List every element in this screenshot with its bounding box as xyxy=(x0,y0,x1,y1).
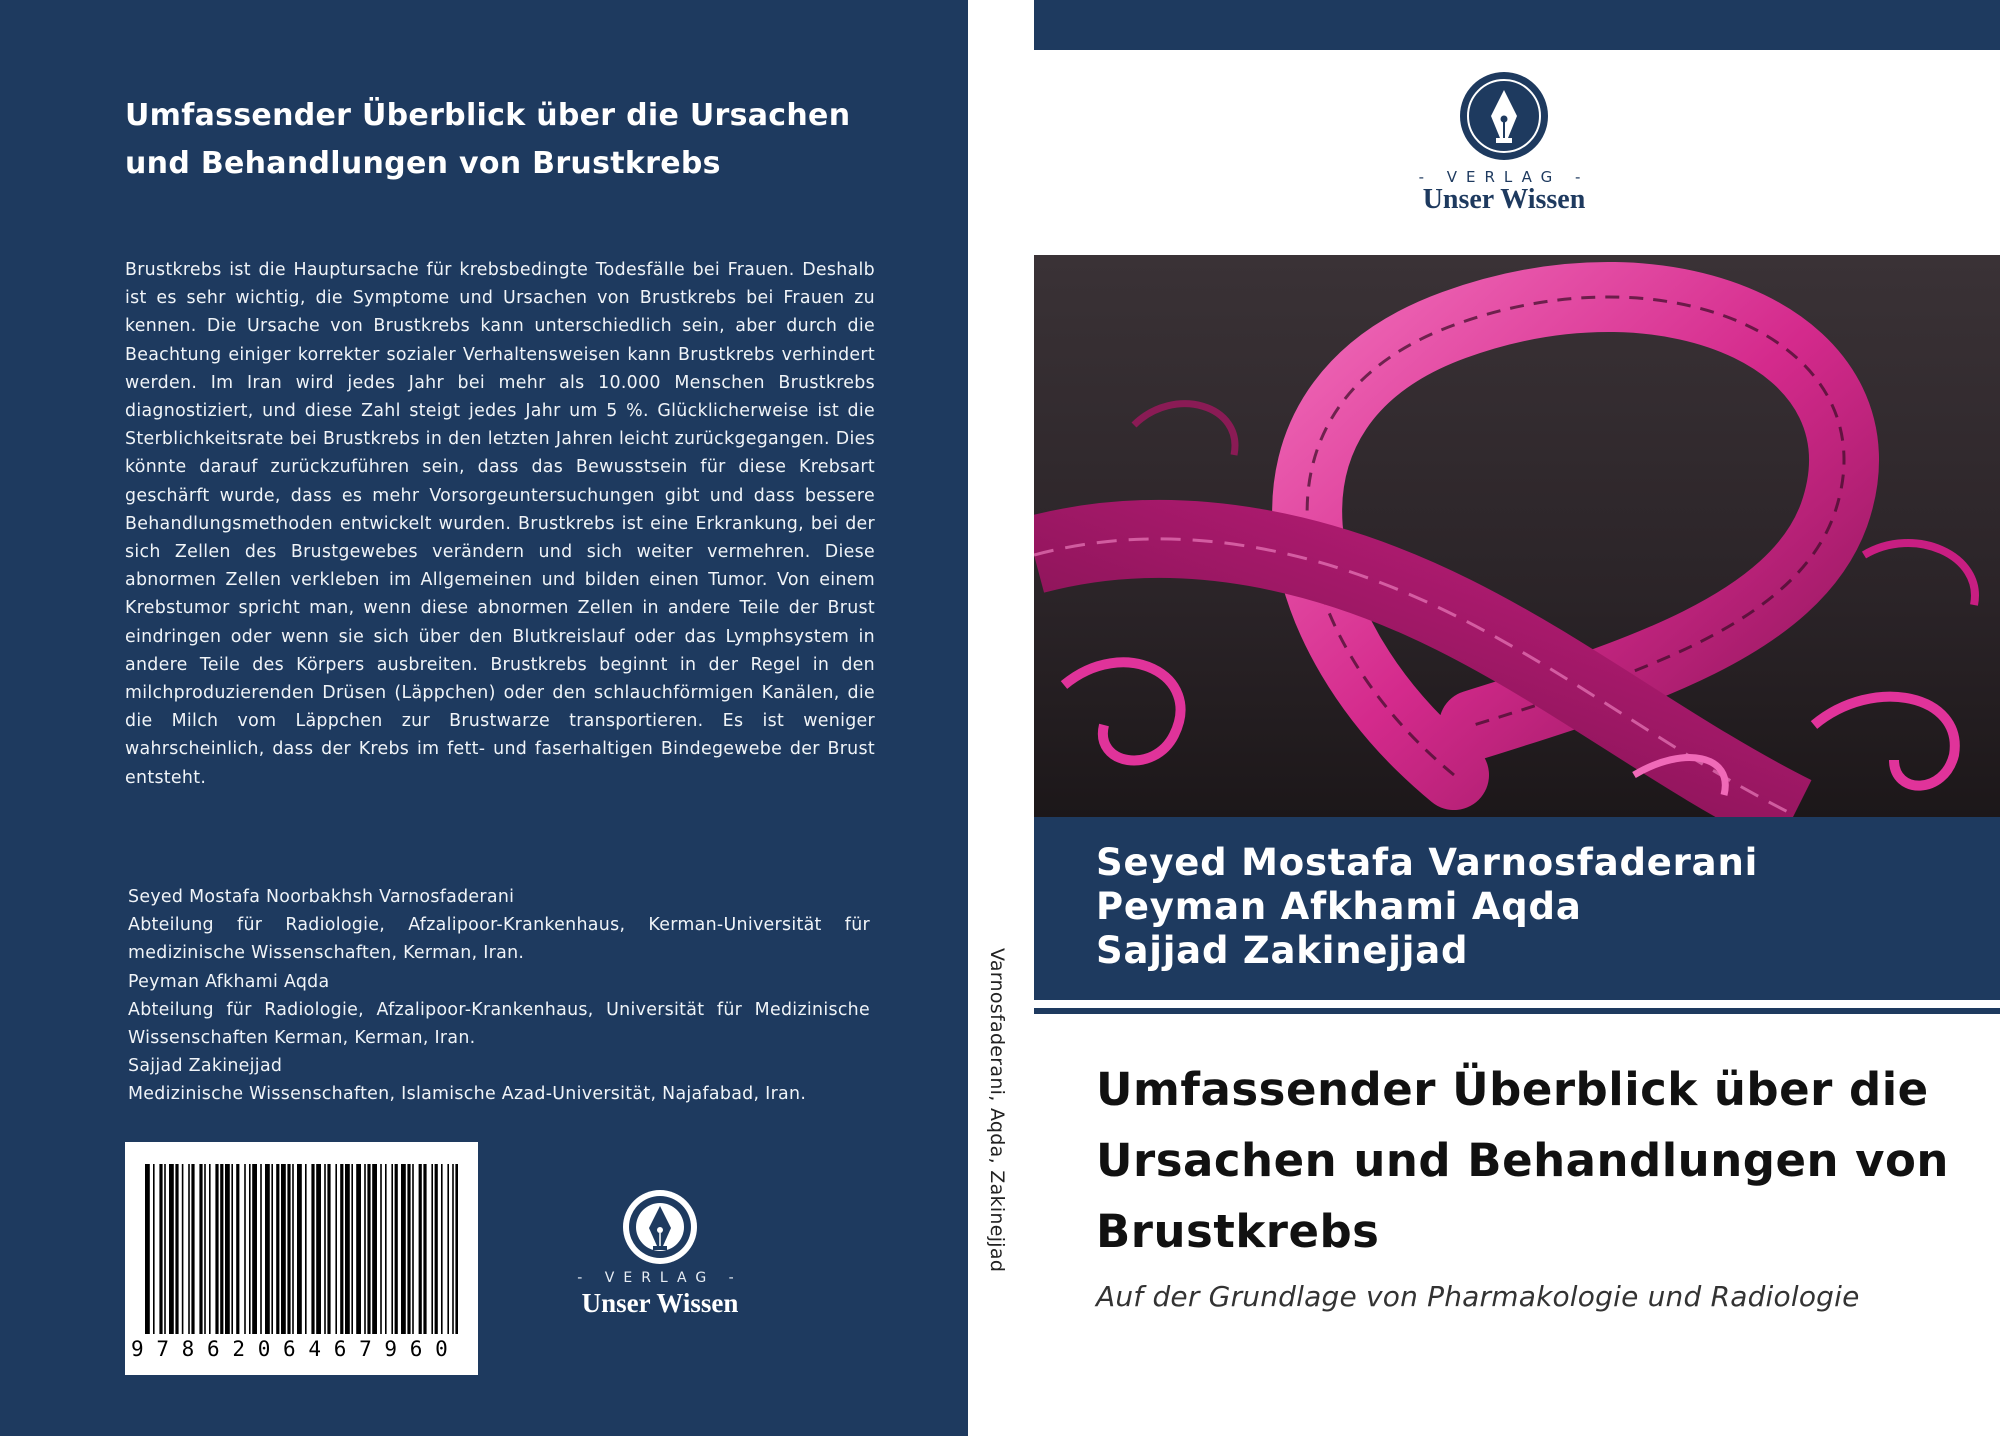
publisher-brand: Unser Wissen xyxy=(1422,184,1586,215)
author-bio-name: Sajjad Zakinejjad xyxy=(128,1056,283,1077)
front-top-band xyxy=(1034,0,2000,50)
author-bio-name: Peyman Afkhami Aqda xyxy=(128,971,330,992)
front-cover-subtitle: Auf der Grundlage von Pharmakologie und Radiologie xyxy=(1096,1280,1860,1313)
author-bio-name: Seyed Mostafa Noorbakhsh Varnosfaderani xyxy=(128,887,515,907)
front-author-name: Sajjad Zakinejjad xyxy=(1096,929,1469,972)
publisher-verlag-label: - VERLAG - xyxy=(1418,168,1590,186)
spine xyxy=(968,0,1034,1436)
publisher-verlag-label: - VERLAG - xyxy=(577,1270,743,1286)
back-cover xyxy=(0,0,968,1436)
back-cover-title: Umfassender Überblick über die Ursachen und Behandlungen von Brustkrebs xyxy=(125,98,851,181)
spine-authors: Varnosfaderani, Aqda, Zakinejjad xyxy=(986,948,1008,1273)
front-cover xyxy=(1034,0,2000,1436)
front-author-name: Peyman Afkhami Aqda xyxy=(1096,885,1582,928)
cover-illustration xyxy=(1034,255,2000,817)
front-divider xyxy=(1034,1008,2000,1014)
front-author-name: Seyed Mostafa Varnosfaderani xyxy=(1096,841,1759,884)
front-publisher-logo xyxy=(1404,70,1604,220)
isbn-barcode xyxy=(125,1142,478,1375)
publisher-brand: Unser Wissen xyxy=(581,1288,739,1318)
author-bio-affiliation: Abteilung für Radiologie, Afzalipoor-Krankenhaus, Universität für Medizinische Wissenschaften Kerman, Kerman, Iran. xyxy=(128,999,870,1049)
back-cover-blurb: Brustkrebs ist die Hauptursache für krebsbedingte Todesfälle bei Frauen. Deshalb ist es sehr wichtig, die Symptome und Ursachen von Brustkrebs bei Frauen zu kennen. Die Ursache von Brustkrebs kann unterschiedlich sein, aber durch die Beachtung einiger korrekter sozialer Verhaltensweisen kann Brustkrebs verhindert werden. Im Iran wird jedes Jahr bei mehr als 10.000 Menschen Brustkrebs diagnostiziert, und diese Zahl steigt jedes Jahr um 5 %. Glücklicherweise ist die Sterblichkeitsrate bei Brustkrebs in den letzten Jahren leicht zurückgegangen. Dies könnte darauf zurückzuführen sein, dass das Bewusstsein für diese Krebsart geschärft wurde, dass es mehr Vorsorgeuntersuchungen gibt und dass bessere Behandlungsmethoden entwickelt wurden. Brustkrebs ist eine Erkrankung, bei der sich Zellen des Brustgewebes verändern und sich weiter vermehren. Diese abnormen Zellen verkleben im Allgemeinen und bilden einen Tumor. Von einem Krebstumor spricht man, wenn diese abnormen Zellen in andere Teile der Brust eindringen oder wenn sie sich über den Blutkreislauf oder das Lymphsystem in andere Teile des Körpers ausbreiten. Brustkrebs beginnt in der Regel in den milchproduzierenden Drüsen (Läppchen) oder den schlauchförmigen Kanälen, die die Milch vom Läppchen zur Brustwarze transportieren. Es ist weniger wahrscheinlich, dass der Krebs im fett- und faserhaltigen Bindegewebe der Brust entsteht. xyxy=(125,260,875,788)
front-cover-title: Umfassender Überblick über die Ursachen und Behandlungen von Brustkrebs xyxy=(1096,1063,1949,1258)
author-bios xyxy=(128,883,870,1109)
barcode-bars-icon xyxy=(145,1164,458,1334)
back-publisher-logo xyxy=(560,1188,760,1318)
fountain-pen-emblem-icon xyxy=(1458,70,1550,162)
isbn-digits: 9786206467960 xyxy=(131,1337,461,1361)
fountain-pen-emblem-icon xyxy=(621,1188,699,1266)
front-author-band xyxy=(1034,817,2000,1000)
author-bio-affiliation: Abteilung für Radiologie, Afzalipoor-Krankenhaus, Kerman-Universität für medizinische Wissenschaften, Kerman, Iran. xyxy=(128,915,870,964)
pink-ribbon-icon xyxy=(1034,255,2000,817)
author-bio-affiliation: Medizinische Wissenschaften, Islamische Azad-Universität, Najafabad, Iran. xyxy=(128,1084,807,1105)
